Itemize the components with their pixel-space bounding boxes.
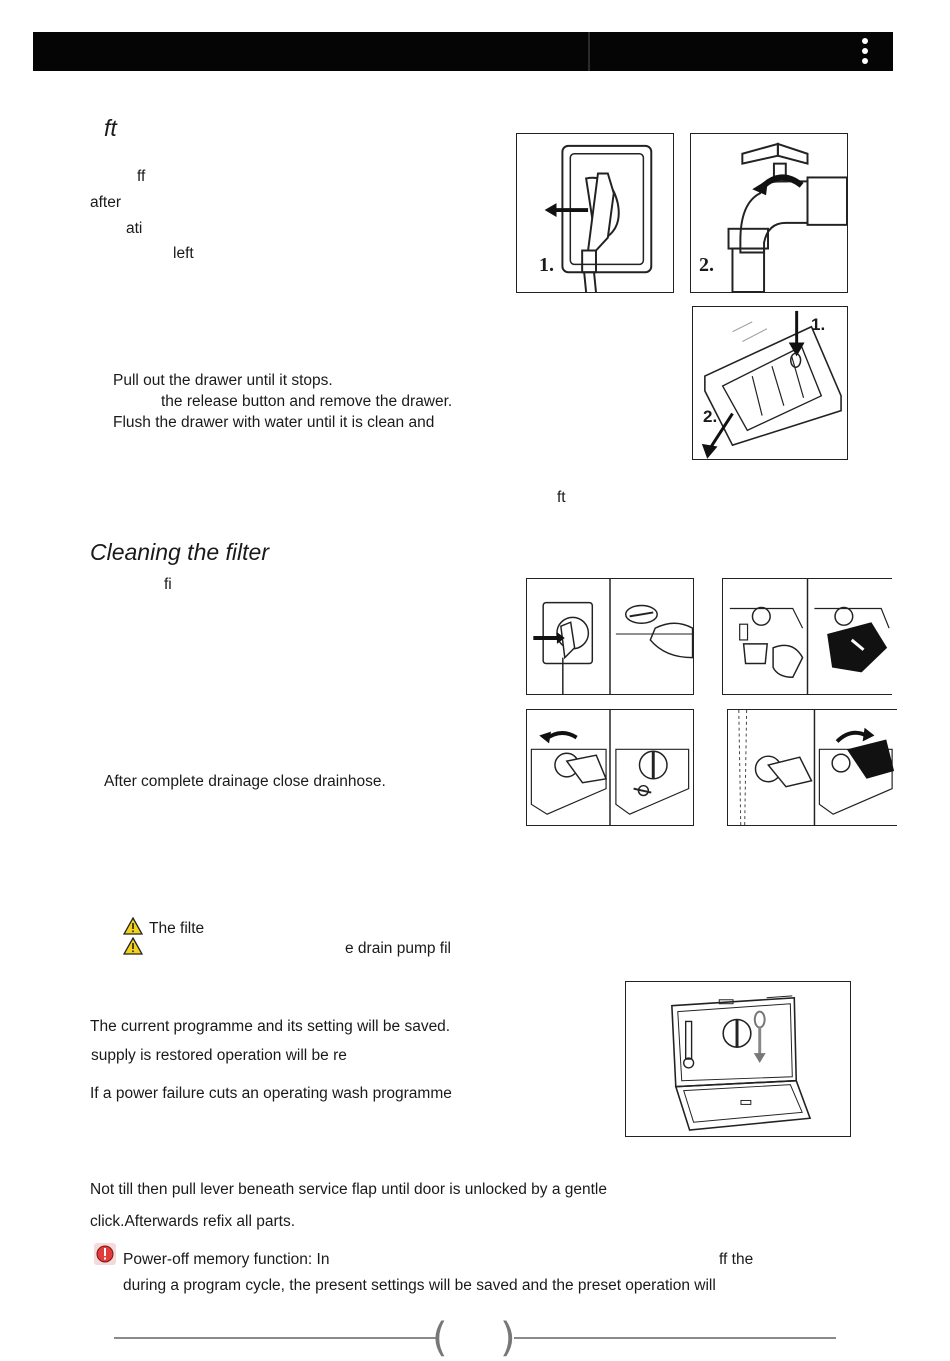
drawer-figure bbox=[692, 306, 848, 460]
section1-title-fragment: ft bbox=[104, 115, 117, 141]
filter-figure-open-cap bbox=[526, 709, 694, 826]
footer-bracket-left: ( bbox=[432, 1315, 448, 1361]
tap-figure bbox=[690, 133, 848, 293]
power-line-1: The current programme and its setting will be saved. bbox=[90, 1018, 451, 1035]
drawer-step-1: Pull out the drawer until it stops. bbox=[113, 372, 333, 389]
filter-fragment: fi bbox=[164, 576, 172, 593]
filter-warning-1: The filte bbox=[149, 920, 205, 937]
section1-fragment-1: ff bbox=[137, 168, 146, 185]
drawer-trailing-fragment: ft bbox=[557, 489, 566, 506]
drawer-step-2: the release button and remove the drawer. bbox=[161, 393, 453, 410]
unplug-figure bbox=[516, 133, 674, 293]
section1-fragment-3: ati bbox=[126, 220, 143, 237]
info-alert-icon bbox=[94, 1243, 116, 1270]
unplug-figure-label: 1. bbox=[539, 254, 554, 276]
drawer-step-3: Flush the drawer with water until it is clean and bbox=[113, 414, 435, 431]
power-line-3: If a power failure cuts an operating wash programme bbox=[90, 1085, 452, 1102]
drawer-figure-label-2: 2. bbox=[703, 407, 718, 426]
unlock-line-1: Not till then pull lever beneath service flap until door is unlocked by a gentle bbox=[90, 1181, 607, 1198]
header-bar bbox=[33, 32, 893, 71]
memory-line-1a: Power-off memory function: In bbox=[123, 1251, 330, 1268]
filter-warning-2: e drain pump fil bbox=[345, 940, 451, 957]
vertical-dots-icon bbox=[858, 36, 872, 68]
footer-bracket-right: ) bbox=[500, 1315, 516, 1361]
section1-fragment-2: after bbox=[90, 194, 122, 211]
service-flap-figure bbox=[625, 981, 851, 1137]
tap-figure-label: 2. bbox=[699, 254, 714, 276]
filter-drain-text: After complete drainage close drainhose. bbox=[104, 773, 386, 790]
filter-section-title: Cleaning the filter bbox=[90, 539, 269, 565]
unlock-line-2: click.Afterwards refix all parts. bbox=[90, 1213, 295, 1230]
power-line-2: supply is restored operation will be re bbox=[91, 1047, 347, 1064]
filter-figure-close-cap bbox=[727, 709, 897, 826]
footer-line-left bbox=[114, 1337, 436, 1339]
memory-line-1b: ff the bbox=[719, 1251, 754, 1268]
footer-line-right bbox=[514, 1337, 836, 1339]
filter-figure-drain bbox=[722, 578, 892, 695]
drawer-figure-label-1: 1. bbox=[811, 315, 826, 334]
section1-fragment-4: left bbox=[173, 245, 194, 262]
memory-line-2: during a program cycle, the present settings will be saved and the preset operation will bbox=[123, 1277, 716, 1294]
filter-figure-unplug bbox=[526, 578, 694, 695]
warning-triangle-icon bbox=[123, 937, 143, 960]
header-divider bbox=[588, 32, 590, 71]
